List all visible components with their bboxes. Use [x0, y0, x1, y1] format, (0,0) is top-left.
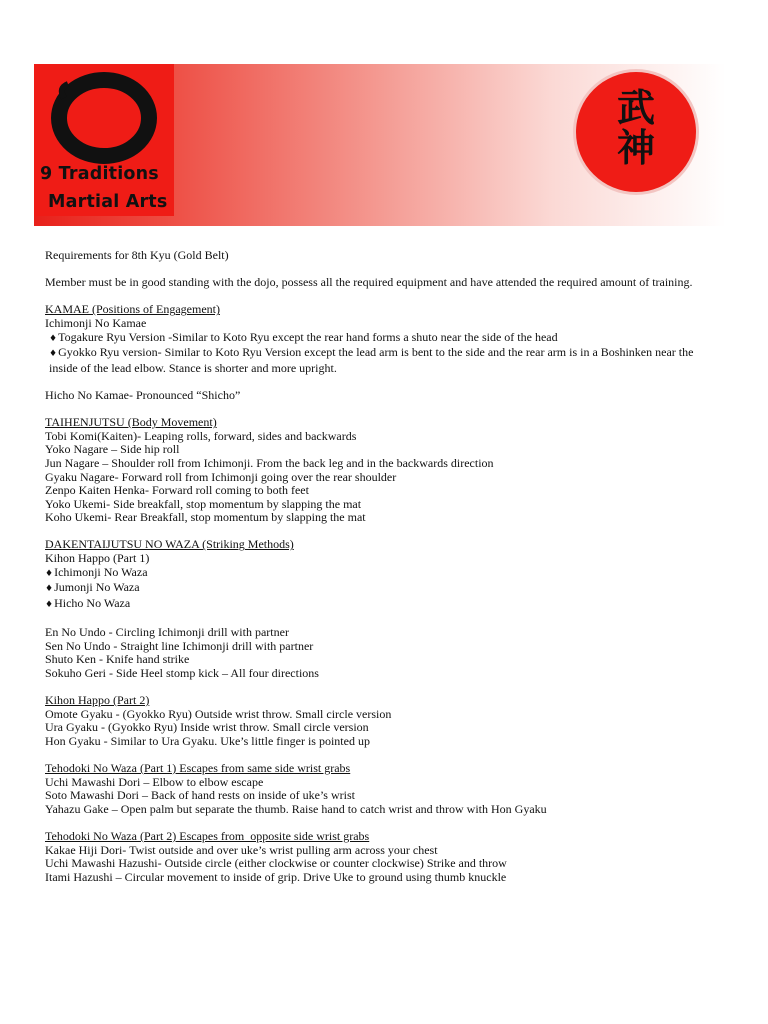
kamae-bullet-gyokko: [45, 346, 719, 375]
taihenjutsu-heading: TAIHENJUTSU (Body Movement): [45, 415, 217, 430]
striking-item: En No Undo - Circling Ichimonji drill with partner: [45, 625, 289, 640]
intro-paragraph: Member must be in good standing with the dojo, possess all the required equipment and have attended the required amount of training.: [45, 275, 693, 290]
taihenjutsu-item: Koho Ukemi- Rear Breakfall, stop momentum by slapping the mat: [45, 510, 366, 525]
tehodoki-part1-item: Uchi Mawashi Dori – Elbow to elbow escape: [45, 774, 264, 789]
striking-bullet: [45, 566, 735, 582]
diamond-bullet-icon: ♦: [49, 349, 58, 360]
striking-bullet: [45, 581, 735, 597]
diamond-bullet-icon: ♦: [45, 599, 54, 610]
document-body: [45, 249, 735, 884]
bullet-text: Jumonji No Waza: [54, 580, 140, 595]
tehodoki-part2-item: Uchi Mawashi Hazushi- Outside circle (either clockwise or counter clockwise) Strike and throw: [45, 856, 507, 871]
bullet-text: Ichimonji No Waza: [54, 564, 148, 579]
logo-line-1: 9 Traditions: [40, 164, 159, 184]
striking-item: Sokuho Geri - Side Heel stomp kick – All four directions: [45, 665, 319, 680]
kihon-part2-item: Ura Gyaku - (Gyokko Ryu) Inside wrist throw. Small circle version: [45, 720, 369, 735]
taihenjutsu-item: Gyaku Nagare- Forward roll from Ichimonji going over the rear shoulder: [45, 469, 397, 484]
header-banner: [34, 64, 726, 226]
diamond-bullet-icon: ♦: [45, 584, 54, 595]
striking-bullet: [45, 597, 735, 613]
tehodoki-part2-item: Itami Hazushi – Circular movement to inside of grip. Drive Uke to ground using thumb knuckle: [45, 869, 507, 884]
tehodoki-part1-heading: Tehodoki No Waza (Part 1) Escapes from same side wrist grabs: [45, 760, 351, 775]
taihenjutsu-item: Yoko Nagare – Side hip roll: [45, 442, 180, 457]
diamond-bullet-icon: ♦: [45, 568, 54, 579]
bullet-text: Togakure Ryu Version -Similar to Koto Ryu except the rear hand forms a shuto near the side of the head: [58, 329, 558, 344]
diamond-bullet-icon: ♦: [49, 333, 58, 344]
kamae-hicho: Hicho No Kamae- Pronounced “Shicho”: [45, 387, 241, 402]
enso-circle-icon: [44, 68, 164, 168]
tehodoki-part2-heading: Tehodoki No Waza (Part 2) Escapes from opposite side wrist grabs: [45, 828, 370, 843]
kamae-heading: KAMAE (Positions of Engagement): [45, 302, 220, 317]
bullet-text: Gyokko Ryu version- Similar to Koto Ryu Version except the lead arm is bent to the side and the rear arm is in a Boshinken near the inside of the lead elbow. Stance is shorter and more upright.: [49, 345, 694, 375]
school-logo: [34, 64, 174, 216]
kihon-part2-item: Omote Gyaku - (Gyokko Ryu) Outside wrist throw. Small circle version: [45, 706, 392, 721]
kihon-part2-item: Hon Gyaku - Similar to Ura Gyaku. Uke’s little finger is pointed up: [45, 733, 370, 748]
dakentaijutsu-heading: DAKENTAIJUTSU NO WAZA (Striking Methods): [45, 537, 294, 552]
logo-line-2: Martial Arts: [48, 192, 168, 212]
document-title: Requirements for 8th Kyu (Gold Belt): [45, 248, 229, 262]
tehodoki-part1-item: Yahazu Gake – Open palm but separate the thumb. Raise hand to catch wrist and throw with Hon Gyaku: [45, 801, 547, 816]
taihenjutsu-item: Tobi Komi(Kaiten)- Leaping rolls, forward, sides and backwards: [45, 428, 357, 443]
striking-item: Sen No Undo - Straight line Ichimonji drill with partner: [45, 638, 314, 653]
kamae-bullet-togakure: [45, 331, 735, 347]
bullet-text: Hicho No Waza: [54, 595, 131, 610]
emblem-character-jin: 神: [616, 125, 655, 170]
bujinkan-emblem: [576, 72, 696, 192]
tehodoki-part2-item: Kakae Hiji Dori- Twist outside and over uke’s wrist pulling arm across your chest: [45, 842, 438, 857]
kihon-happo-part2-heading: Kihon Happo (Part 2): [45, 693, 150, 707]
taihenjutsu-item: Yoko Ukemi- Side breakfall, stop momentum by slapping the mat: [45, 496, 362, 511]
kihon-happo-part1: Kihon Happo (Part 1): [45, 551, 150, 566]
kamae-ichimonji: Ichimonji No Kamae: [45, 315, 147, 330]
emblem-character-bu: 武: [616, 85, 655, 130]
taihenjutsu-item: Zenpo Kaiten Henka- Forward roll coming to both feet: [45, 483, 309, 498]
tehodoki-part1-item: Soto Mawashi Dori – Back of hand rests on inside of uke’s wrist: [45, 788, 355, 803]
taihenjutsu-item: Jun Nagare – Shoulder roll from Ichimonji. From the back leg and in the backwards direction: [45, 455, 494, 470]
striking-item: Shuto Ken - Knife hand strike: [45, 652, 190, 667]
